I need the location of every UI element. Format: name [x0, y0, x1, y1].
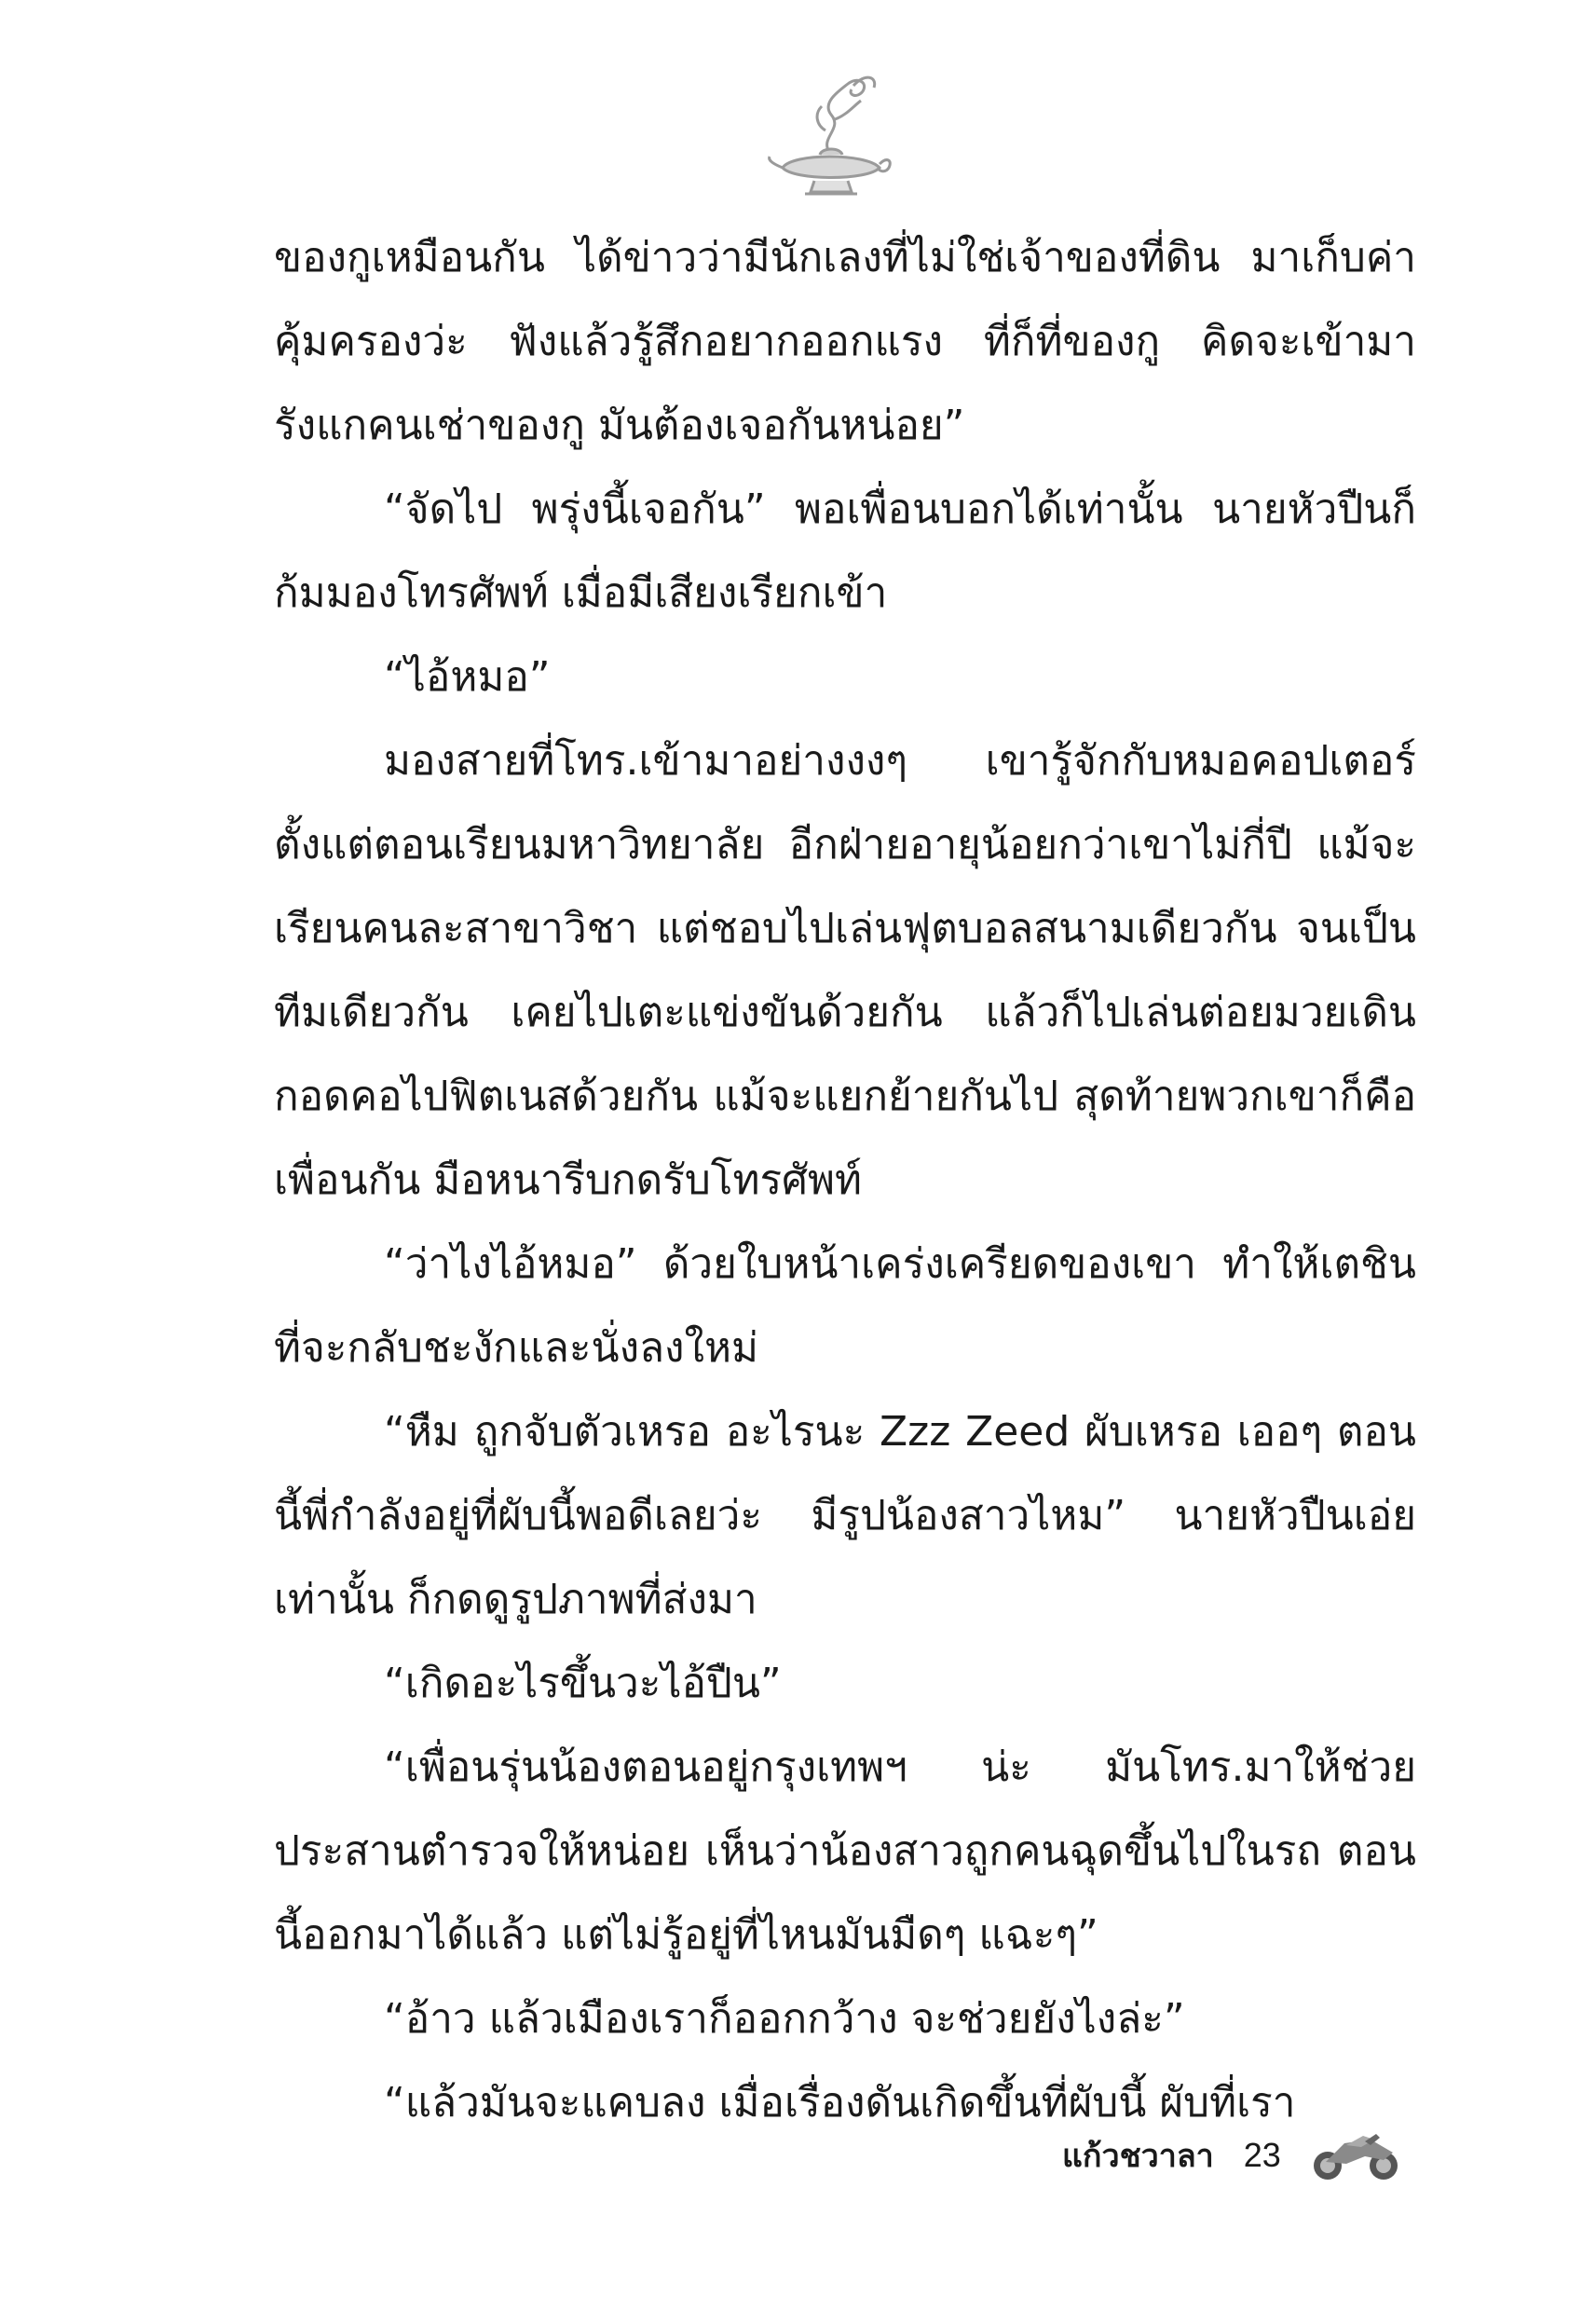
- paragraph: “ไอ้หมอ”: [384, 653, 551, 701]
- paragraph: “เพื่อนรุ่นน้องตอนอยู่กรุงเทพฯ น่ะ มันโทร.มาให้ช่วยประสานตำรวจให้หน่อย เห็นว่าน้องสาวถูกคนฉุดขึ้นไปในรถ ตอนนี้ออกมาได้แล้ว แต่ไม่รู้อยู่ที่ไหนมันมืดๆ แฉะๆ”: [274, 1744, 1416, 1959]
- motorcycle-icon: [1309, 2128, 1402, 2182]
- paragraph: ของกูเหมือนกัน ได้ข่าวว่ามีนักเลงที่ไม่ใช่เจ้าของที่ดิน มาเก็บค่าคุ้มครองว่ะ ฟังแล้วรู้สึกอยากออกแรง ที่ก็ที่ของกู คิดจะเข้ามารังแกคนเช่าของกู มันต้องเจอกันหน่อย”: [274, 234, 1416, 449]
- paragraph: มองสายที่โทร.เข้ามาอย่างงงๆ เขารู้จักกับหมอคอปเตอร์ตั้งแต่ตอนเรียนมหาวิทยาลัย อีกฝ่ายอายุน้อยกว่าเขาไม่กี่ปี แม้จะเรียนคนละสาขาวิชา แต่ชอบไปเล่นฟุตบอลสนามเดียวกัน จนเป็นทีมเดียวกัน เคยไปเตะแข่งขันด้วยกัน แล้วก็ไปเล่นต่อยมวยเดินกอดคอไปฟิตเนสด้วยกัน แม้จะแยกย้ายกันไป สุดท้ายพวกเขาก็คือเพื่อนกัน มือหนารีบกดรับโทรศัพท์: [274, 737, 1416, 1204]
- paragraph: “อ้าว แล้วเมืองเราก็ออกกว้าง จะช่วยยังไงล่ะ”: [384, 1995, 1185, 2043]
- book-title: แก้วชวาลา: [1062, 2138, 1214, 2175]
- paragraph: “แล้วมันจะแคบลง เมื่อเรื่องดันเกิดขึ้นที่ผับนี้ ผับที่เรา: [384, 2079, 1296, 2126]
- genie-lamp-ornament-icon: [764, 63, 894, 203]
- page-number: 23: [1243, 2136, 1281, 2174]
- paragraph: “เกิดอะไรขึ้นวะไอ้ปืน”: [384, 1660, 782, 1707]
- paragraph: “ว่าไงไอ้หมอ” ด้วยใบหน้าเคร่งเครียดของเขา ทำให้เตชินที่จะกลับชะงักและนั่งลงใหม่: [274, 1240, 1416, 1372]
- paragraph: “หืม ถูกจับตัวเหรอ อะไรนะ Zzz Zeed ผับเหรอ เออๆ ตอนนี้พี่กำลังอยู่ที่ผับนี้พอดีเลยว่ะ มีรูปน้องสาวไหม” นายหัวปืนเอ่ยเท่านั้น ก็กดดูรูปภาพที่ส่งมา: [274, 1408, 1416, 1623]
- body-text: [274, 216, 1416, 2145]
- paragraph: “จัดไป พรุ่งนี้เจอกัน” พอเพื่อนบอกได้เท่านั้น นายหัวปืนก็ก้มมองโทรศัพท์ เมื่อมีเสียงเรียกเข้า: [274, 485, 1416, 617]
- page-footer: [1062, 2123, 1402, 2188]
